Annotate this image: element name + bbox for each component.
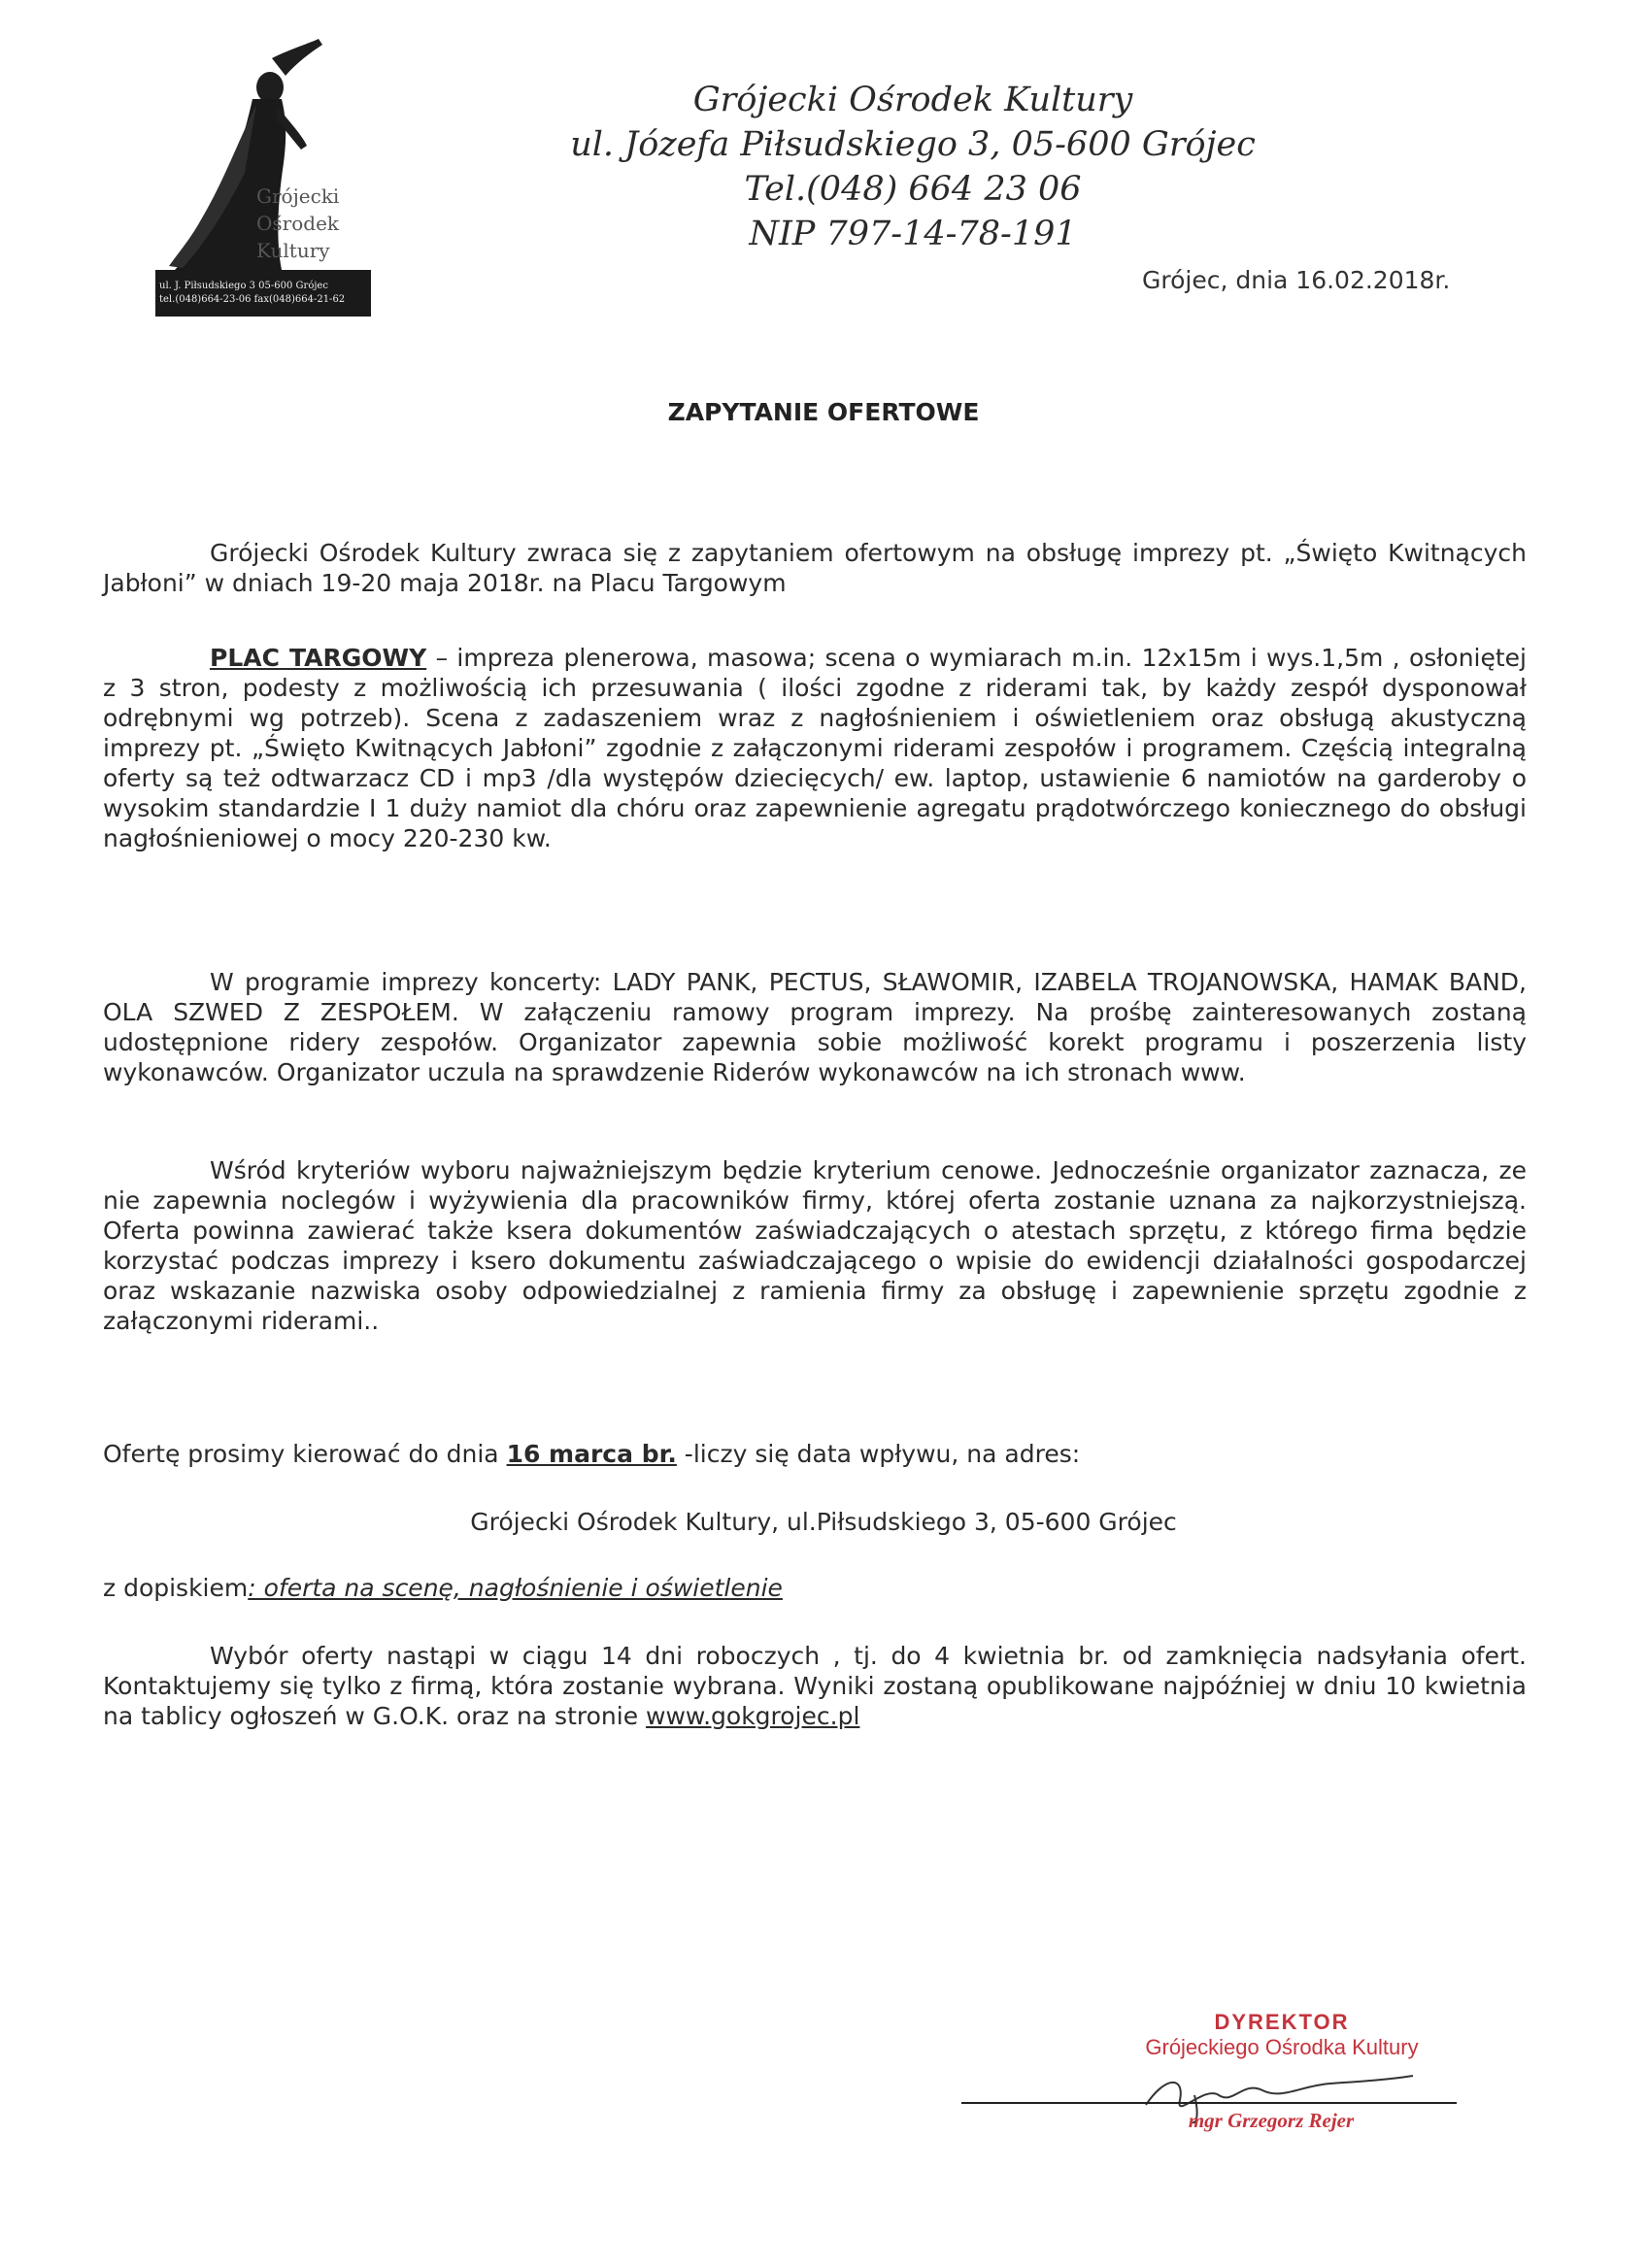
note-text: : oferta na scenę, nagłośnienie i oświetlenie bbox=[248, 1574, 783, 1602]
letterhead bbox=[544, 78, 1282, 256]
org-address: ul. Józefa Piłsudskiego 3, 05-600 Grójec bbox=[570, 125, 1256, 164]
plac-label: PLAC TARGOWY bbox=[210, 644, 427, 672]
selection-text: Wybór oferty nastąpi w ciągu 14 dni roboczych , tj. do 4 kwietnia br. od zamknięcia nadsyłania ofert. Kontaktujemy się tylko z firmą, która zostanie wybrana. Wyniki zostaną opublikowane najpóźniej w dniu 10 kwietnia na tablicy ogłoszeń w G.O.K. oraz na stronie bbox=[103, 1642, 1527, 1730]
program-text: W programie imprezy koncerty: LADY PANK, PECTUS, SŁAWOMIR, IZABELA TROJANOWSKA, HAMAK BAND, OLA SZWED Z ZESPOŁEM. W załączeniu ramowy program imprezy. Na prośbę zainteresowanych zostaną udostępnione ridery zespołów. Organizator zapewnia sobie możliwość korekt programu i poszerzenia listy wykonawców. Organizator uczula na sprawdzenie Riderów wykonawców na ich stronach www. bbox=[103, 968, 1527, 1086]
offer-post: -liczy się data wpływu, na adres: bbox=[676, 1440, 1081, 1468]
logo-address-band bbox=[155, 270, 371, 317]
stamp-name: mgr Grzegorz Rejer bbox=[1188, 2109, 1355, 2132]
plac-paragraph bbox=[103, 643, 1527, 853]
offer-deadline: 16 marca br. bbox=[506, 1440, 677, 1468]
org-phone: Tel.(048) 664 23 06 bbox=[744, 170, 1082, 209]
letter-date: Grójec, dnia 16.02.2018r. bbox=[1142, 266, 1451, 294]
plac-text: – impreza plenerowa, masowa; scena o wymiarach m.in. 12x15m i wys.1,5m , osłoniętej z 3 stron, podesty z możliwością ich przesuwania ( ilości zgodne z riderami tak, by każdy zespół dysponował odrębnymi wg potrzeb). Scena z zadaszeniem wraz z nagłośnieniem i oświetleniem oraz obsługą akustyczną imprezy pt. „Święto Kwitnących Jabłoni” zgodnie z załączonymi riderami zespołów i programem. Częścią integralną oferty są też odtwarzacz CD i mp3 /dla występów dziecięcych/ ew. laptop, ustawienie 6 namiotów na garderoby o wysokim standardzie I 1 duży namiot dla chóru oraz zapewnienie agregatu prądotwórczego koniecznego do obsługi nagłośnieniowej o mocy 220-230 kw. bbox=[103, 644, 1527, 852]
intro-text: Grójecki Ośrodek Kultury zwraca się z zapytaniem ofertowym na obsługę imprezy pt. „Święto Kwitnących Jabłoni” w dniach 19-20 maja 2018r. na Placu Targowym bbox=[103, 539, 1527, 597]
stamp-title: DYREKTOR bbox=[1214, 2010, 1350, 2034]
page-title: ZAPYTANIE OFERTOWE bbox=[667, 398, 980, 426]
selection-paragraph bbox=[103, 1641, 1527, 1731]
org-name: Grójecki Ośrodek Kultury bbox=[692, 81, 1133, 119]
criteria-paragraph bbox=[103, 1155, 1527, 1336]
note-pre: z dopiskiem bbox=[103, 1574, 249, 1602]
logo-text-line: Grójecki bbox=[256, 184, 340, 208]
offer-pre: Ofertę prosimy kierować do dnia bbox=[103, 1440, 507, 1468]
logo-band-line: tel.(048)664-23-06 fax(048)664-21-62 bbox=[159, 294, 346, 305]
criteria-text: Wśród kryteriów wyboru najważniejszym będzie kryterium cenowe. Jednocześnie organizator zaznacza, ze nie zapewnia noclegów i wyżywienia dla pracowników firmy, której oferta zostanie uznana za najkorzystniejszą. Oferta powinna zawierać także ksera dokumentów zaświadczających o atestach sprzętu, z którego firma będzie korzystać podczas imprezy i ksero dokumentu zaświadczającego o wpisie do ewidencji działalności gospodarczej oraz wskazanie nazwiska osoby odpowiedzialnej z ramienia firmy za obsługę i zapewnienie sprzętu zgodnie z załączonymi riderami.. bbox=[103, 1156, 1527, 1335]
director-stamp bbox=[1097, 2010, 1466, 2060]
stamp-org: Grójeckiego Ośrodka Kultury bbox=[1145, 2035, 1419, 2059]
logo-band-line: ul. J. Piłsudskiego 3 05-600 Grójec bbox=[159, 281, 328, 291]
intro-paragraph bbox=[103, 538, 1527, 598]
org-nip: NIP 797-14-78-191 bbox=[749, 215, 1077, 253]
program-paragraph bbox=[103, 967, 1527, 1087]
logo-text-line: Ośrodek bbox=[256, 212, 340, 235]
offer-paragraph bbox=[103, 1439, 1527, 1469]
note-paragraph bbox=[103, 1573, 1527, 1603]
website-link[interactable]: www.gokgrojec.pl bbox=[646, 1702, 860, 1730]
signature-line bbox=[961, 2102, 1457, 2104]
logo-text-line: Kultury bbox=[256, 239, 330, 262]
address-line: Grójecki Ośrodek Kultury, ul.Piłsudskiego 3, 05-600 Grójec bbox=[470, 1508, 1177, 1536]
logo bbox=[155, 37, 371, 317]
